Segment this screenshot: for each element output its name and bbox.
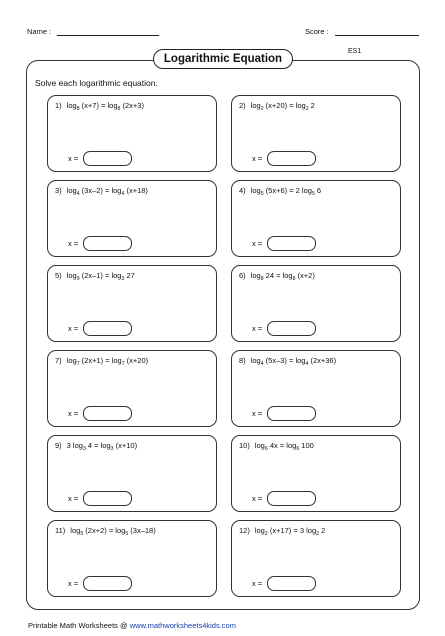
answer-row [68, 236, 132, 251]
equation-text: (x+20) [124, 356, 149, 365]
footer-site-link[interactable]: www.mathworksheets4kids.com [129, 621, 236, 630]
answer-row [68, 576, 132, 591]
problem-box [231, 350, 401, 427]
problem-number: 10) [239, 441, 250, 450]
problem-number: 2) [239, 101, 246, 110]
log-base: 8 [76, 106, 80, 112]
name-input-line[interactable] [57, 26, 159, 36]
answer-label: x = [68, 324, 79, 333]
answer-row [252, 576, 316, 591]
answer-row [252, 321, 316, 336]
answer-field[interactable] [267, 151, 316, 166]
problem-number: 11) [55, 526, 66, 535]
problem-number: 5) [55, 271, 62, 280]
problem-box [47, 265, 217, 342]
answer-field[interactable] [83, 151, 132, 166]
answer-label: x = [68, 409, 79, 418]
equation-text: (5x+6) = 2 log [263, 186, 312, 195]
answer-field[interactable] [267, 236, 316, 251]
answer-field[interactable] [83, 576, 132, 591]
answer-field[interactable] [83, 321, 132, 336]
equation-text: (x+2) [295, 271, 315, 280]
log-base: 7 [121, 361, 125, 367]
problem-number: 8) [239, 356, 246, 365]
problem-equation [55, 441, 137, 450]
score-field [305, 26, 419, 36]
answer-row [252, 151, 316, 166]
answer-label: x = [68, 154, 79, 163]
problem-box [231, 180, 401, 257]
equation-text: (2x+2) = log [83, 526, 126, 535]
answer-row [252, 236, 316, 251]
problem-equation [239, 186, 321, 195]
footer [28, 621, 236, 630]
answer-field[interactable] [267, 491, 316, 506]
log-base: 8 [260, 276, 264, 282]
log-base: 6 [264, 446, 268, 452]
equation-text: 2 [319, 526, 326, 535]
equation-text: (x+17) = 3 log [267, 526, 317, 535]
problem-equation [55, 271, 135, 280]
problem-equation [239, 441, 314, 450]
log-base: 5 [260, 191, 264, 197]
equation-text: log [254, 441, 265, 450]
equation-text: (5x–3) = log [263, 356, 306, 365]
log-base: 2 [305, 106, 309, 112]
log-base: 5 [80, 531, 84, 537]
problem-number: 4) [239, 186, 246, 195]
problem-box [47, 95, 217, 172]
footer-label: Printable Math Worksheets @ [28, 621, 130, 630]
problem-number: 1) [55, 101, 62, 110]
problem-number: 6) [239, 271, 246, 280]
equation-text: 27 [124, 271, 135, 280]
instruction-text: Solve each logarithmic equation. [35, 78, 158, 88]
problem-box [231, 265, 401, 342]
problem-equation [55, 101, 144, 110]
answer-row [68, 321, 132, 336]
equation-text: log [250, 356, 261, 365]
log-base: 5 [311, 191, 315, 197]
equation-text: 6 [314, 186, 322, 195]
answer-row [68, 151, 132, 166]
answer-field[interactable] [267, 321, 316, 336]
answer-label: x = [252, 239, 263, 248]
answer-label: x = [68, 239, 79, 248]
problem-number: 7) [55, 356, 62, 365]
problem-box [231, 435, 401, 512]
equation-text: log [66, 101, 77, 110]
problem-equation [55, 186, 148, 195]
problem-box [47, 520, 217, 597]
log-base: 6 [296, 446, 300, 452]
problem-equation [55, 526, 156, 535]
worksheet-title: Logarithmic Equation [153, 49, 293, 69]
equation-text: 4x = log [267, 441, 297, 450]
equation-text: 4 = log [85, 441, 111, 450]
answer-label: x = [252, 409, 263, 418]
equation-text: log [250, 186, 261, 195]
log-base: 4 [76, 191, 80, 197]
problem-equation [239, 526, 325, 535]
worksheet-code: ES1 [348, 48, 362, 55]
answer-row [252, 406, 316, 421]
equation-text: 100 [299, 441, 314, 450]
problem-equation [239, 101, 315, 110]
problem-box [231, 520, 401, 597]
equation-text: (x+7) = log [79, 101, 118, 110]
answer-field[interactable] [83, 406, 132, 421]
log-base: 4 [260, 361, 264, 367]
equation-text: (2x–1) = log [79, 271, 122, 280]
equation-text: log [250, 101, 261, 110]
equation-text: (2x+3) [120, 101, 144, 110]
equation-text: (2x+1) = log [79, 356, 122, 365]
problem-equation [239, 271, 315, 280]
score-label: Score : [305, 27, 329, 36]
problem-box [47, 435, 217, 512]
answer-label: x = [252, 579, 263, 588]
equation-text: log [70, 526, 81, 535]
equation-text: (x+10) [113, 441, 138, 450]
equation-text: 3 log [66, 441, 83, 450]
equation-text: log [66, 186, 77, 195]
answer-label: x = [252, 154, 263, 163]
log-base: 9 [76, 276, 80, 282]
log-base: 3 [110, 446, 114, 452]
score-input-line[interactable] [335, 26, 419, 36]
problem-number: 3) [55, 186, 62, 195]
log-base: 2 [316, 531, 320, 537]
answer-row [68, 491, 132, 506]
log-base: 4 [121, 191, 125, 197]
equation-text: log [66, 356, 77, 365]
equation-text: 2 [308, 101, 315, 110]
answer-label: x = [68, 579, 79, 588]
log-base: 8 [292, 276, 296, 282]
problem-number: 12) [239, 526, 250, 535]
log-base: 7 [76, 361, 80, 367]
problem-equation [55, 356, 148, 365]
answer-field[interactable] [83, 236, 132, 251]
equation-text: 24 = log [263, 271, 293, 280]
equation-text: log [250, 271, 261, 280]
equation-text: (2x+36) [308, 356, 337, 365]
equation-text: log [254, 526, 265, 535]
answer-field[interactable] [267, 576, 316, 591]
problem-box [231, 95, 401, 172]
log-base: 4 [305, 361, 309, 367]
problem-box [47, 180, 217, 257]
problem-equation [239, 356, 336, 365]
name-field [27, 26, 159, 36]
problem-number: 9) [55, 441, 62, 450]
equation-text: (x+20) = log [263, 101, 306, 110]
equation-text: (3x–18) [128, 526, 156, 535]
log-base: 2 [264, 531, 268, 537]
answer-label: x = [252, 494, 263, 503]
problem-box [47, 350, 217, 427]
equation-text: (x+18) [124, 186, 148, 195]
log-base: 2 [260, 106, 264, 112]
equation-text: (3x–2) = log [79, 186, 122, 195]
answer-field[interactable] [267, 406, 316, 421]
equation-text: log [66, 271, 77, 280]
answer-row [252, 491, 316, 506]
answer-row [68, 406, 132, 421]
log-base: 3 [121, 276, 125, 282]
answer-field[interactable] [83, 491, 132, 506]
name-label: Name : [27, 27, 52, 36]
answer-label: x = [252, 324, 263, 333]
log-base: 3 [82, 446, 86, 452]
answer-label: x = [68, 494, 79, 503]
log-base: 5 [125, 531, 129, 537]
log-base: 8 [117, 106, 121, 112]
